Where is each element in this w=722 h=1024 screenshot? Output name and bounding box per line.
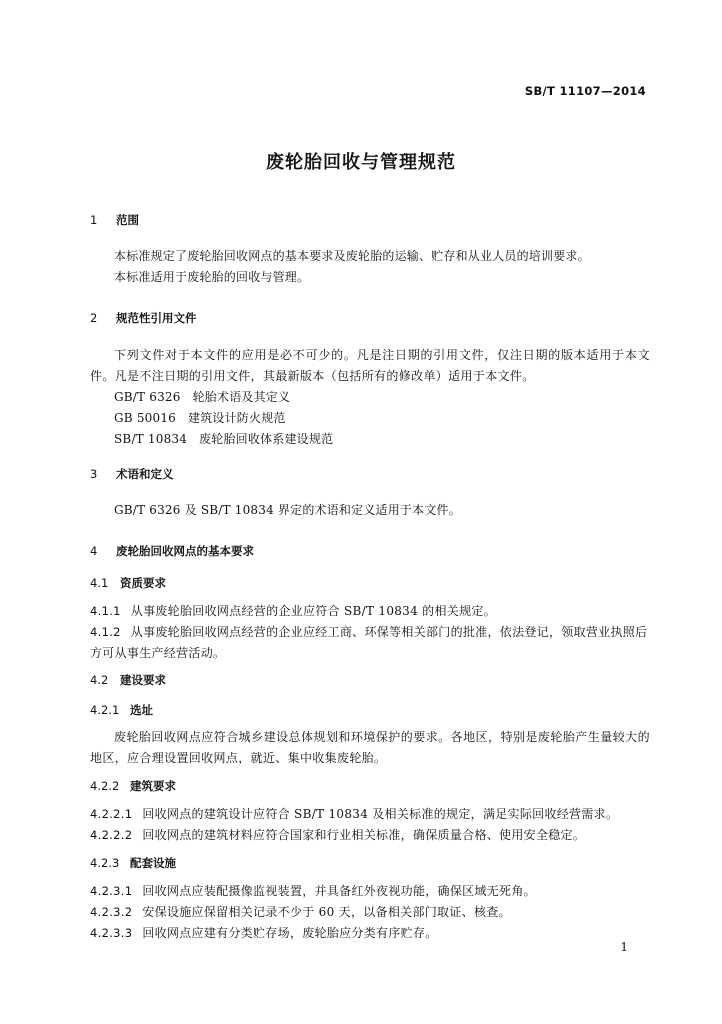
site-selection-paragraph: 废轮胎回收网点应符合城乡建设总体规划和环境保护的要求。各地区，特别是废轮胎产生量较大的地区，应合理设置回收网点，就近、集中收集废轮胎。 (90, 730, 650, 765)
section-4-heading (90, 543, 254, 559)
scope-paragraph-1: 本标准规定了废轮胎回收网点的基本要求及废轮胎的运输、贮存和从业人员的培训要求。 (114, 249, 590, 263)
clause-number: 4.2.3.2 (90, 905, 133, 919)
clause-4-2-2-1 (90, 804, 650, 825)
section-title: 废轮胎回收网点的基本要求 (116, 544, 254, 558)
clause-4-2-3-3 (90, 923, 650, 944)
reference-title: 废轮胎回收体系建设规范 (199, 432, 334, 446)
section-number: 4.2 (90, 673, 109, 687)
section-title: 规范性引用文件 (116, 311, 197, 325)
section-number: 4 (90, 544, 98, 558)
clause-text: 安保设施应保留相关记录不少于 60 天，以备相关部门取证、核查。 (142, 905, 511, 919)
clause-4-1-1 (90, 601, 650, 622)
section-4-2-3-heading (90, 855, 176, 871)
reference-item (114, 408, 286, 429)
section-number: 4.2.1 (90, 703, 120, 717)
section-number: 2 (90, 311, 98, 325)
section-2-heading (90, 310, 197, 326)
clause-text: 回收网点应建有分类贮存场，废轮胎应分类有序贮存。 (142, 926, 438, 940)
normative-references-paragraph: 下列文件对于本文件的应用是必不可少的。凡是注日期的引用文件，仅注日期的版本适用于本文件。凡是不注日期的引用文件，其最新版本（包括所有的修改单）适用于本文件。 (90, 348, 650, 383)
section-3-heading (90, 466, 174, 482)
clause-number: 4.2.3.1 (90, 884, 133, 898)
section-title: 选址 (130, 703, 153, 717)
reference-code: GB/T 6326 (114, 390, 181, 404)
section-title: 配套设施 (130, 856, 176, 870)
reference-item (114, 429, 333, 450)
clause-number: 4.1.2 (90, 625, 121, 639)
section-4-2-heading (90, 672, 166, 688)
section-title: 建设要求 (120, 673, 166, 687)
section-number: 3 (90, 467, 98, 481)
section-title: 建筑要求 (130, 779, 176, 793)
section-number: 4.1 (90, 576, 109, 590)
clause-text: 回收网点的建筑设计应符合 SB/T 10834 及相关标准的规定，满足实际回收经营需求。 (142, 807, 619, 821)
section-title: 范围 (116, 213, 139, 227)
section-number: 4.2.2 (90, 779, 120, 793)
clause-number: 4.2.2.1 (90, 807, 133, 821)
clause-number: 4.1.1 (90, 604, 121, 618)
terms-paragraph: GB/T 6326 及 SB/T 10834 界定的术语和定义适用于本文件。 (114, 503, 461, 517)
section-title: 术语和定义 (116, 467, 174, 481)
clause-text: 回收网点的建筑材料应符合国家和行业相关标准，确保质量合格、使用安全稳定。 (142, 828, 586, 842)
scope-paragraph-2: 本标准适用于废轮胎的回收与管理。 (114, 270, 310, 284)
reference-code: GB 50016 (114, 411, 176, 425)
page-number: 1 (620, 940, 628, 954)
reference-title: 轮胎术语及其定义 (192, 390, 291, 404)
clause-text: 从事废轮胎回收网点经营的企业应符合 SB/T 10834 的相关规定。 (130, 604, 496, 618)
standard-number: SB/T 11107—2014 (524, 84, 646, 98)
section-number: 4.2.3 (90, 856, 120, 870)
clause-4-1-2 (90, 622, 650, 664)
section-4-2-1-heading (90, 702, 153, 718)
section-4-1-heading (90, 575, 166, 591)
clause-number: 4.2.2.2 (90, 828, 133, 842)
clause-4-2-3-1 (90, 881, 650, 902)
clause-text: 从事废轮胎回收网点经营的企业应经工商、环保等相关部门的批准，依法登记，领取营业执照后方可从事生产经营活动。 (90, 625, 648, 660)
section-1-heading (90, 212, 139, 228)
reference-code: SB/T 10834 (114, 432, 188, 446)
clause-4-2-2-2 (90, 825, 650, 846)
reference-title: 建筑设计防火规范 (188, 411, 286, 425)
clause-text: 回收网点应装配摄像监视装置，并具备红外夜视功能，确保区域无死角。 (142, 884, 536, 898)
clause-number: 4.2.3.3 (90, 926, 133, 940)
section-number: 1 (90, 213, 98, 227)
clause-4-2-3-2 (90, 902, 650, 923)
section-title: 资质要求 (120, 576, 166, 590)
reference-item (114, 387, 290, 408)
section-4-2-2-heading (90, 778, 176, 794)
document-title: 废轮胎回收与管理规范 (266, 152, 456, 173)
